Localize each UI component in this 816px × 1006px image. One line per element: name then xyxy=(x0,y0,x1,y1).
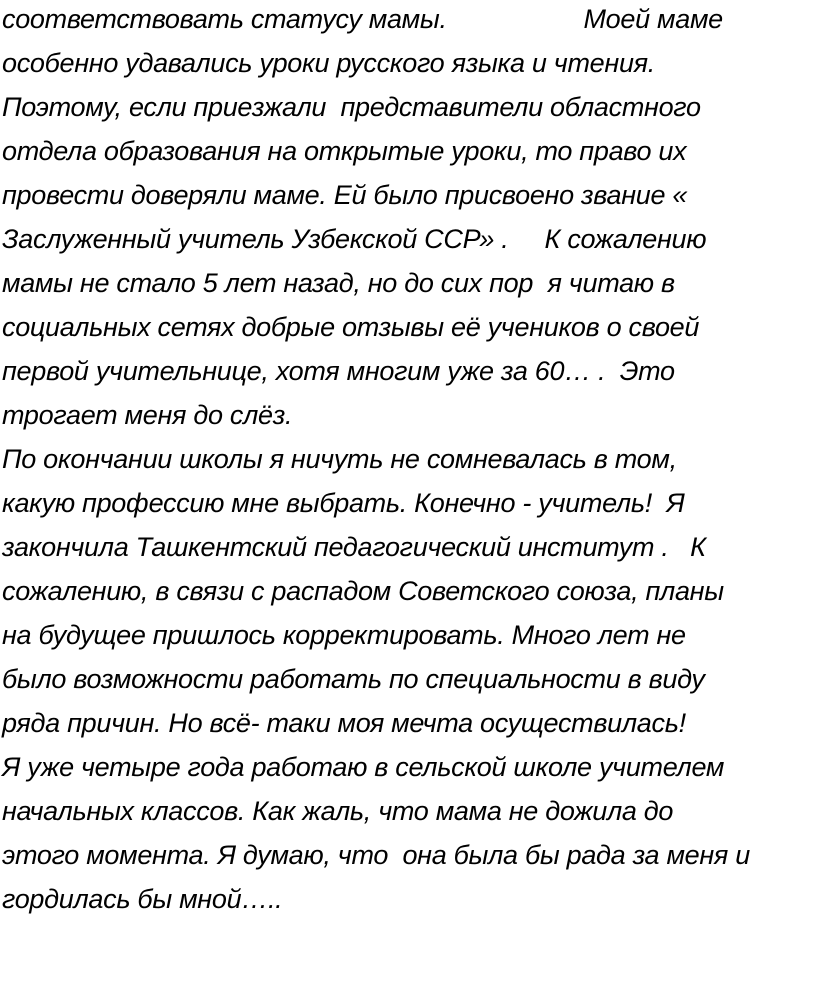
text-line: ряда причин. Но всё- таки моя мечта осуществилась! xyxy=(2,708,686,738)
text-line: этого момента. Я думаю, что она была бы рада за меня и xyxy=(2,840,750,870)
text-line: начальных классов. Как жаль, что мама не дожила до xyxy=(2,796,674,826)
text-line: первой учительнице, хотя многим уже за 60… . Это xyxy=(2,356,675,386)
text-line: особенно удавались уроки русского языка и чтения. xyxy=(2,48,655,78)
text-line: сожалению, в связи с распадом Советского союза, планы xyxy=(2,576,724,606)
text-line: соответствовать статусу мамы. Моей маме xyxy=(2,4,723,34)
text-line: социальных сетях добрые отзывы её учеников о своей xyxy=(2,312,700,342)
text-line: какую профессию мне выбрать. Конечно - учитель! Я xyxy=(2,488,685,518)
text-line: на будущее пришлось корректировать. Много лет не xyxy=(2,620,686,650)
text-line: мамы не стало 5 лет назад, но до сих пор я читаю в xyxy=(2,268,675,298)
text-line: было возможности работать по специальности в виду xyxy=(2,664,705,694)
text-line: гордилась бы мной….. xyxy=(2,884,283,914)
text-line: закончила Ташкентский педагогический институт . К xyxy=(2,532,706,562)
text-line: Я уже четыре года работаю в сельской школе учителем xyxy=(2,752,725,782)
text-line: Заслуженный учитель Узбекской ССР» . К сожалению xyxy=(2,224,707,254)
text-line: По окончании школы я ничуть не сомневалась в том, xyxy=(2,444,677,474)
text-line: Поэтому, если приезжали представители областного xyxy=(2,92,701,122)
text-line: трогает меня до слёз. xyxy=(2,400,293,430)
text-line: отдела образования на открытые уроки, то право их xyxy=(2,136,687,166)
text-line: провести доверяли маме. Ей было присвоено звание « xyxy=(2,180,688,210)
